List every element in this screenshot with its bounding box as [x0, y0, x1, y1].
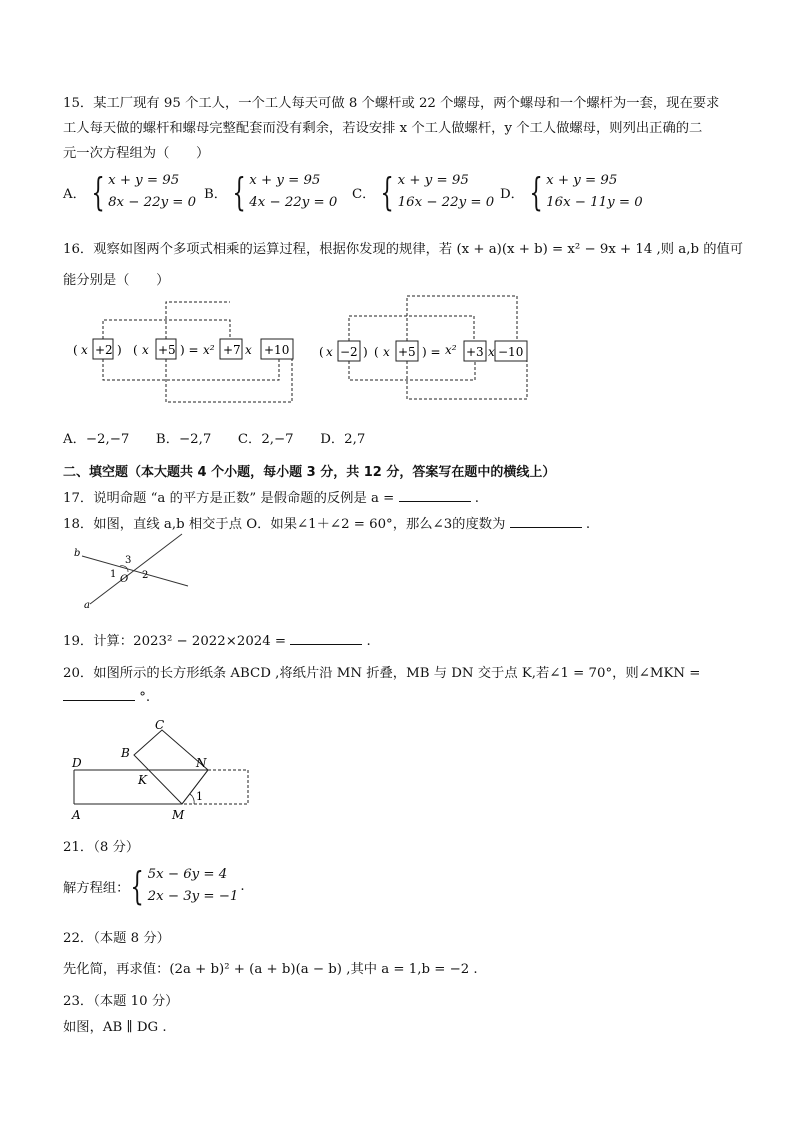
svg-text:A: A [72, 808, 81, 822]
svg-text:1: 1 [110, 569, 117, 580]
q16-line1: 16．观察如图两个多项式相乘的运算过程，根据你发现的规律，若 (x + a)(x + b) = x² − 9x + 14 ,则 a,b 的值可 [63, 242, 744, 257]
svg-text:(: ( [374, 345, 379, 359]
svg-text:+10: +10 [264, 343, 290, 357]
q17: 17．说明命题 “a 的平方是正数” 是假命题的反例是 a = . [63, 491, 479, 506]
svg-text:+3: +3 [466, 345, 484, 359]
q19: 19．计算：2023² − 2022×2024 = . [63, 634, 371, 649]
q20-line1: 20．如图所示的长方形纸条 ABCD ,将纸片沿 MN 折叠，MB 与 DN 交于点 K,若∠1 = 70°，则∠MKN = [63, 666, 701, 681]
svg-text:x: x [81, 343, 88, 357]
q23-heading: 23．（本题 10 分） [63, 994, 179, 1009]
q15-line3: 元一次方程组为（ ） [63, 146, 210, 161]
svg-text:+5: +5 [158, 343, 176, 357]
svg-text:2: 2 [142, 570, 149, 581]
q22-heading: 22．（本题 8 分） [63, 931, 170, 946]
svg-text:(: ( [73, 343, 78, 357]
svg-text:x: x [326, 345, 333, 359]
q15-option-a: A． { x + y = 95 8x − 22y = 0 [63, 170, 197, 214]
q16-line2: 能分别是（ ） [63, 273, 170, 288]
q21-heading: 21．（8 分） [63, 840, 140, 855]
q15-option-c: C． { x + y = 95 16x − 22y = 0 [352, 170, 495, 214]
q23-text: 如图，AB ∥ DG . [63, 1020, 167, 1035]
svg-text:) =: ) = [180, 343, 199, 357]
brace-icon: { [232, 170, 246, 214]
q20-figure [62, 716, 262, 822]
q15-option-b: B． { x + y = 95 4x − 22y = 0 [204, 170, 338, 214]
svg-text:+5: +5 [398, 345, 416, 359]
svg-text:a: a [84, 600, 90, 611]
q16-figures [60, 296, 540, 408]
svg-text:O: O [120, 574, 129, 585]
brace-icon: { [91, 170, 105, 214]
svg-text:): ) [363, 345, 368, 359]
svg-text:−10: −10 [498, 345, 524, 359]
svg-text:+2: +2 [95, 343, 113, 357]
q15-line2: 工人每天做的螺杆和螺母完整配套而没有剩余，若设安排 x 个工人做螺杆，y 个工人做螺母，则列出正确的二 [63, 121, 703, 136]
q15-line1: 15．某工厂现有 95 个工人，一个工人每天可做 8 个螺杆或 22 个螺母，两个螺母和一个螺杆为一套，现在要求 [63, 96, 720, 111]
q22-text: 先化简，再求值：(2a + b)² + (a + b)(a − b) ,其中 a = 1,b = −2 . [63, 962, 478, 977]
svg-text:−2: −2 [340, 345, 358, 359]
svg-text:C: C [155, 718, 165, 732]
svg-text:3: 3 [125, 555, 132, 566]
svg-text:+7: +7 [223, 343, 241, 357]
brace-icon: { [380, 170, 395, 214]
svg-text:b: b [74, 548, 81, 559]
answer-blank[interactable] [63, 688, 135, 701]
svg-text:N: N [196, 756, 207, 770]
svg-text:D: D [72, 756, 82, 770]
svg-text:x²: x² [445, 343, 457, 357]
q21-system: 解方程组： { 5x − 6y = 4 2x − 3y = −1 . [63, 864, 245, 908]
svg-text:K: K [138, 773, 147, 787]
brace-icon: { [130, 864, 145, 908]
svg-text:(: ( [133, 343, 138, 357]
svg-text:x: x [142, 343, 149, 357]
svg-text:(: ( [319, 345, 324, 359]
q18-figure [74, 532, 190, 612]
answer-blank[interactable] [290, 632, 362, 645]
svg-text:B: B [121, 746, 130, 760]
svg-text:1: 1 [196, 790, 203, 803]
brace-icon: { [529, 170, 543, 214]
svg-text:x: x [245, 343, 252, 357]
section-2-title: 二、填空题（本大题共 4 个小题，每小题 3 分，共 12 分，答案写在题中的横线上） [63, 465, 556, 480]
svg-text:): ) [117, 343, 122, 357]
q16-options: A．−2,−7 B．−2,7 C．2,−7 D．2,7 [63, 432, 366, 447]
svg-text:x: x [383, 345, 390, 359]
svg-text:) =: ) = [422, 345, 441, 359]
answer-blank[interactable] [510, 515, 582, 528]
svg-text:M: M [172, 808, 185, 822]
svg-text:x²: x² [203, 343, 215, 357]
svg-text:x: x [488, 345, 495, 359]
q18: 18．如图，直线 a,b 相交于点 O．如果∠1＋∠2 = 60°，那么∠3的度数为 . [63, 517, 591, 532]
q20-line2: °. [63, 688, 150, 705]
answer-blank[interactable] [399, 489, 471, 502]
q15-option-d: D． { x + y = 95 16x − 11y = 0 [500, 170, 643, 214]
